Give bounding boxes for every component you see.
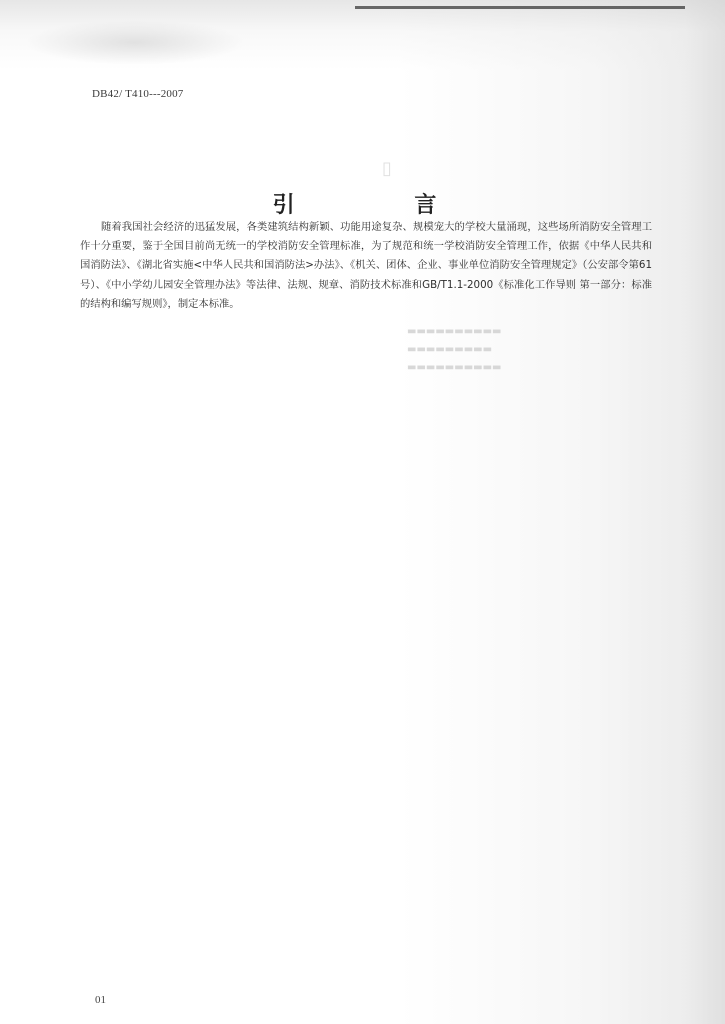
scan-shadow-right (685, 0, 725, 1024)
body-paragraph: 随着我国社会经济的迅猛发展，各类建筑结构新颖、功能用途复杂、规模宠大的学校大量涌现，这些场所消防安全管理工作十分重要，鉴于全国目前尚无统一的学校消防安全管理标准，为了规范和统一学校消防安全管理工作，依据《中华人民共和国消防法》、《湖北省实施<中华人民共和国消防法>办法》、《机关、团体、企业、事业单位消防安全管理规定》（公安部令第61号）、《中小学幼儿园安全管理办法》等法律、法规、规章、消防技术标准和GB/T1.1-2000《标准化工作导则 第一部分：标准的结构和编写规则》，制定本标准。 (80, 221, 652, 310)
show-through-line: ▬▬▬▬▬▬▬▬▬ (407, 344, 493, 355)
show-through-line: ▬▬▬▬▬▬▬▬▬▬ (407, 362, 502, 373)
scan-smudge (25, 20, 245, 65)
document-code: DB42/ T410---2007 (92, 88, 184, 100)
section-title: 引 言 (272, 193, 493, 218)
scan-edge-line (355, 6, 685, 9)
show-through-mark: ▯ (382, 158, 392, 179)
show-through-line: ▬▬▬▬▬▬▬▬▬▬ (407, 326, 502, 337)
page-number: 01 (95, 994, 106, 1006)
section-body (80, 218, 652, 314)
